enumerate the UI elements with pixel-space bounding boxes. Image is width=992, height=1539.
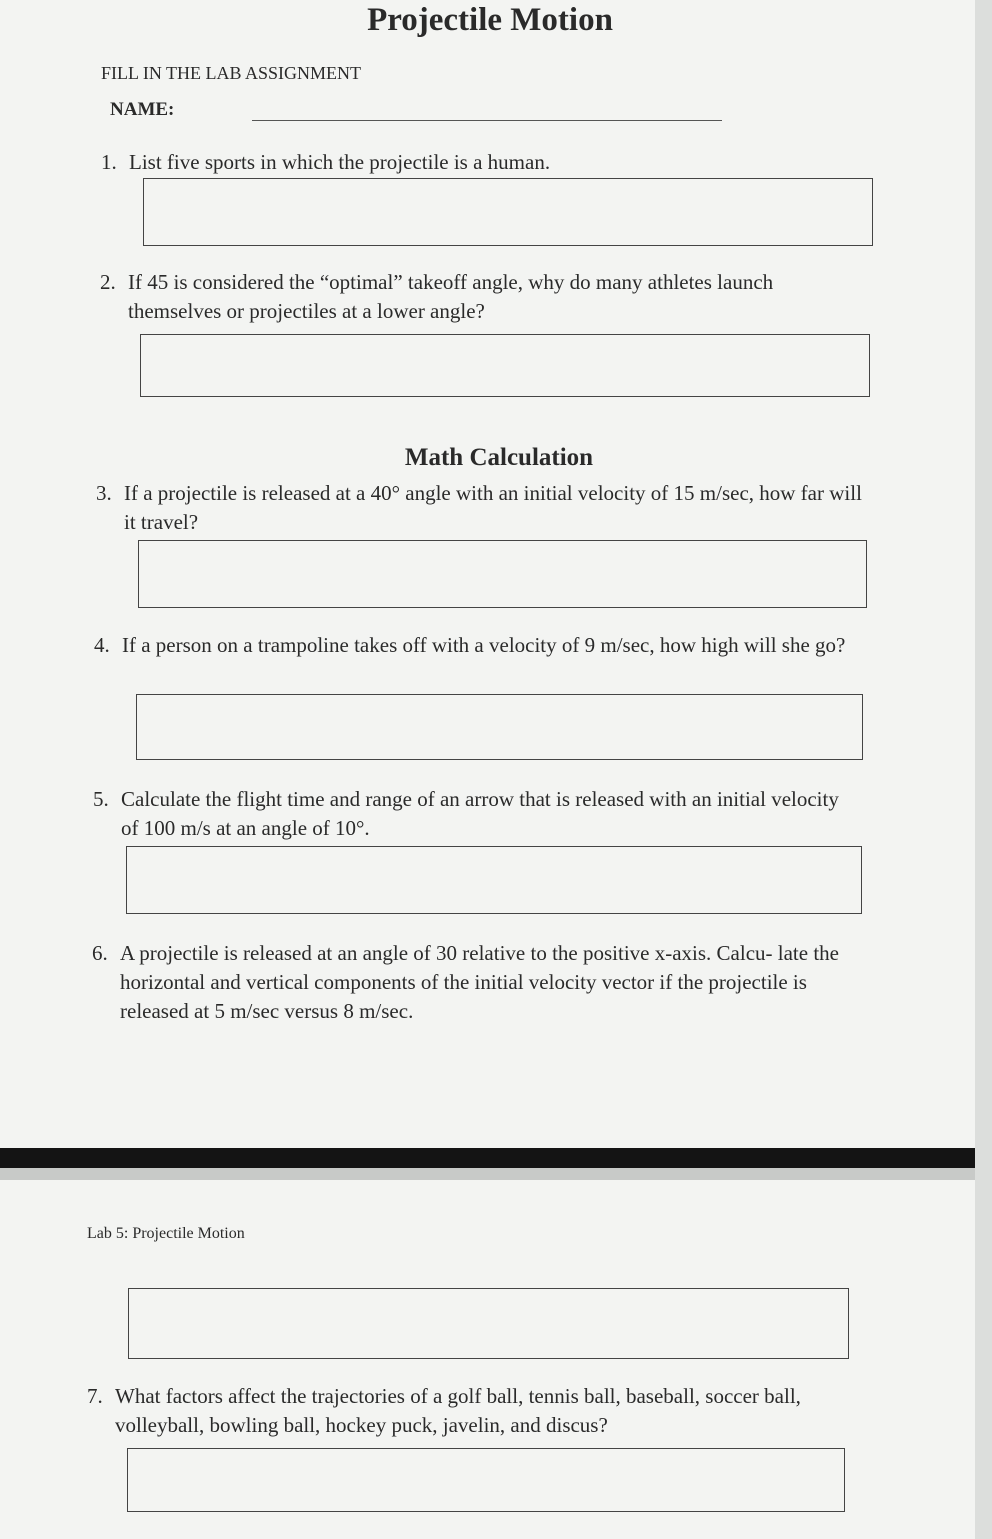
- answer-box-4[interactable]: [136, 694, 863, 760]
- page-header-label: Lab 5: Projectile Motion: [87, 1225, 245, 1242]
- name-field[interactable]: [252, 120, 722, 121]
- page-gap-shadow: [0, 1148, 992, 1168]
- answer-box-2[interactable]: [140, 334, 870, 397]
- question-number: 2.: [100, 270, 116, 294]
- answer-box-7[interactable]: [127, 1448, 845, 1512]
- question-1: [101, 148, 861, 177]
- question-number: 7.: [87, 1384, 103, 1408]
- question-text: Calculate the flight time and range of an arrow that is released with an initial velocity of 100 m/s at an angle of 10°.: [121, 787, 839, 840]
- question-text: List five sports in which the projectile is a human.: [129, 150, 551, 174]
- question-5: [93, 785, 853, 843]
- question-text: If 45 is considered the “optimal” takeoff angle, why do many athletes launch themselves or projectiles at a lower angle?: [128, 270, 774, 323]
- answer-box-5[interactable]: [126, 846, 862, 914]
- question-7: [87, 1382, 847, 1440]
- answer-box-1[interactable]: [143, 178, 873, 246]
- question-number: 3.: [96, 481, 112, 505]
- question-number: 5.: [93, 787, 109, 811]
- page-title: Projectile Motion: [367, 2, 613, 38]
- question-text: If a person on a trampoline takes off with a velocity of 9 m/sec, how high will she go?: [122, 633, 846, 657]
- question-number: 1.: [101, 150, 117, 174]
- question-3: [96, 479, 876, 537]
- assignment-instruction: FILL IN THE LAB ASSIGNMENT: [101, 63, 361, 83]
- section-title: Math Calculation: [404, 444, 594, 471]
- question-6: [92, 939, 852, 1026]
- question-text: If a projectile is released at a 40° angle with an initial velocity of 15 m/sec, how far will it travel?: [124, 481, 862, 534]
- name-label: NAME:: [110, 99, 175, 120]
- question-number: 6.: [92, 941, 108, 965]
- question-number: 4.: [94, 633, 110, 657]
- question-text: A projectile is released at an angle of 30 relative to the positive x-axis. Calcu- late the horizontal and vertical components of the initial velocity vector if the projectile is released at 5 m/sec versus 8 m/sec.: [120, 941, 839, 1023]
- question-2: [100, 268, 860, 326]
- question-4: [94, 631, 864, 660]
- page-gap: [0, 1168, 992, 1180]
- answer-box-6[interactable]: [128, 1288, 849, 1359]
- screen-edge: [975, 0, 992, 1539]
- question-text: What factors affect the trajectories of a golf ball, tennis ball, baseball, soccer ball, volleyball, bowling ball, hockey puck, javelin, and discus?: [115, 1384, 801, 1437]
- answer-box-3[interactable]: [138, 540, 867, 608]
